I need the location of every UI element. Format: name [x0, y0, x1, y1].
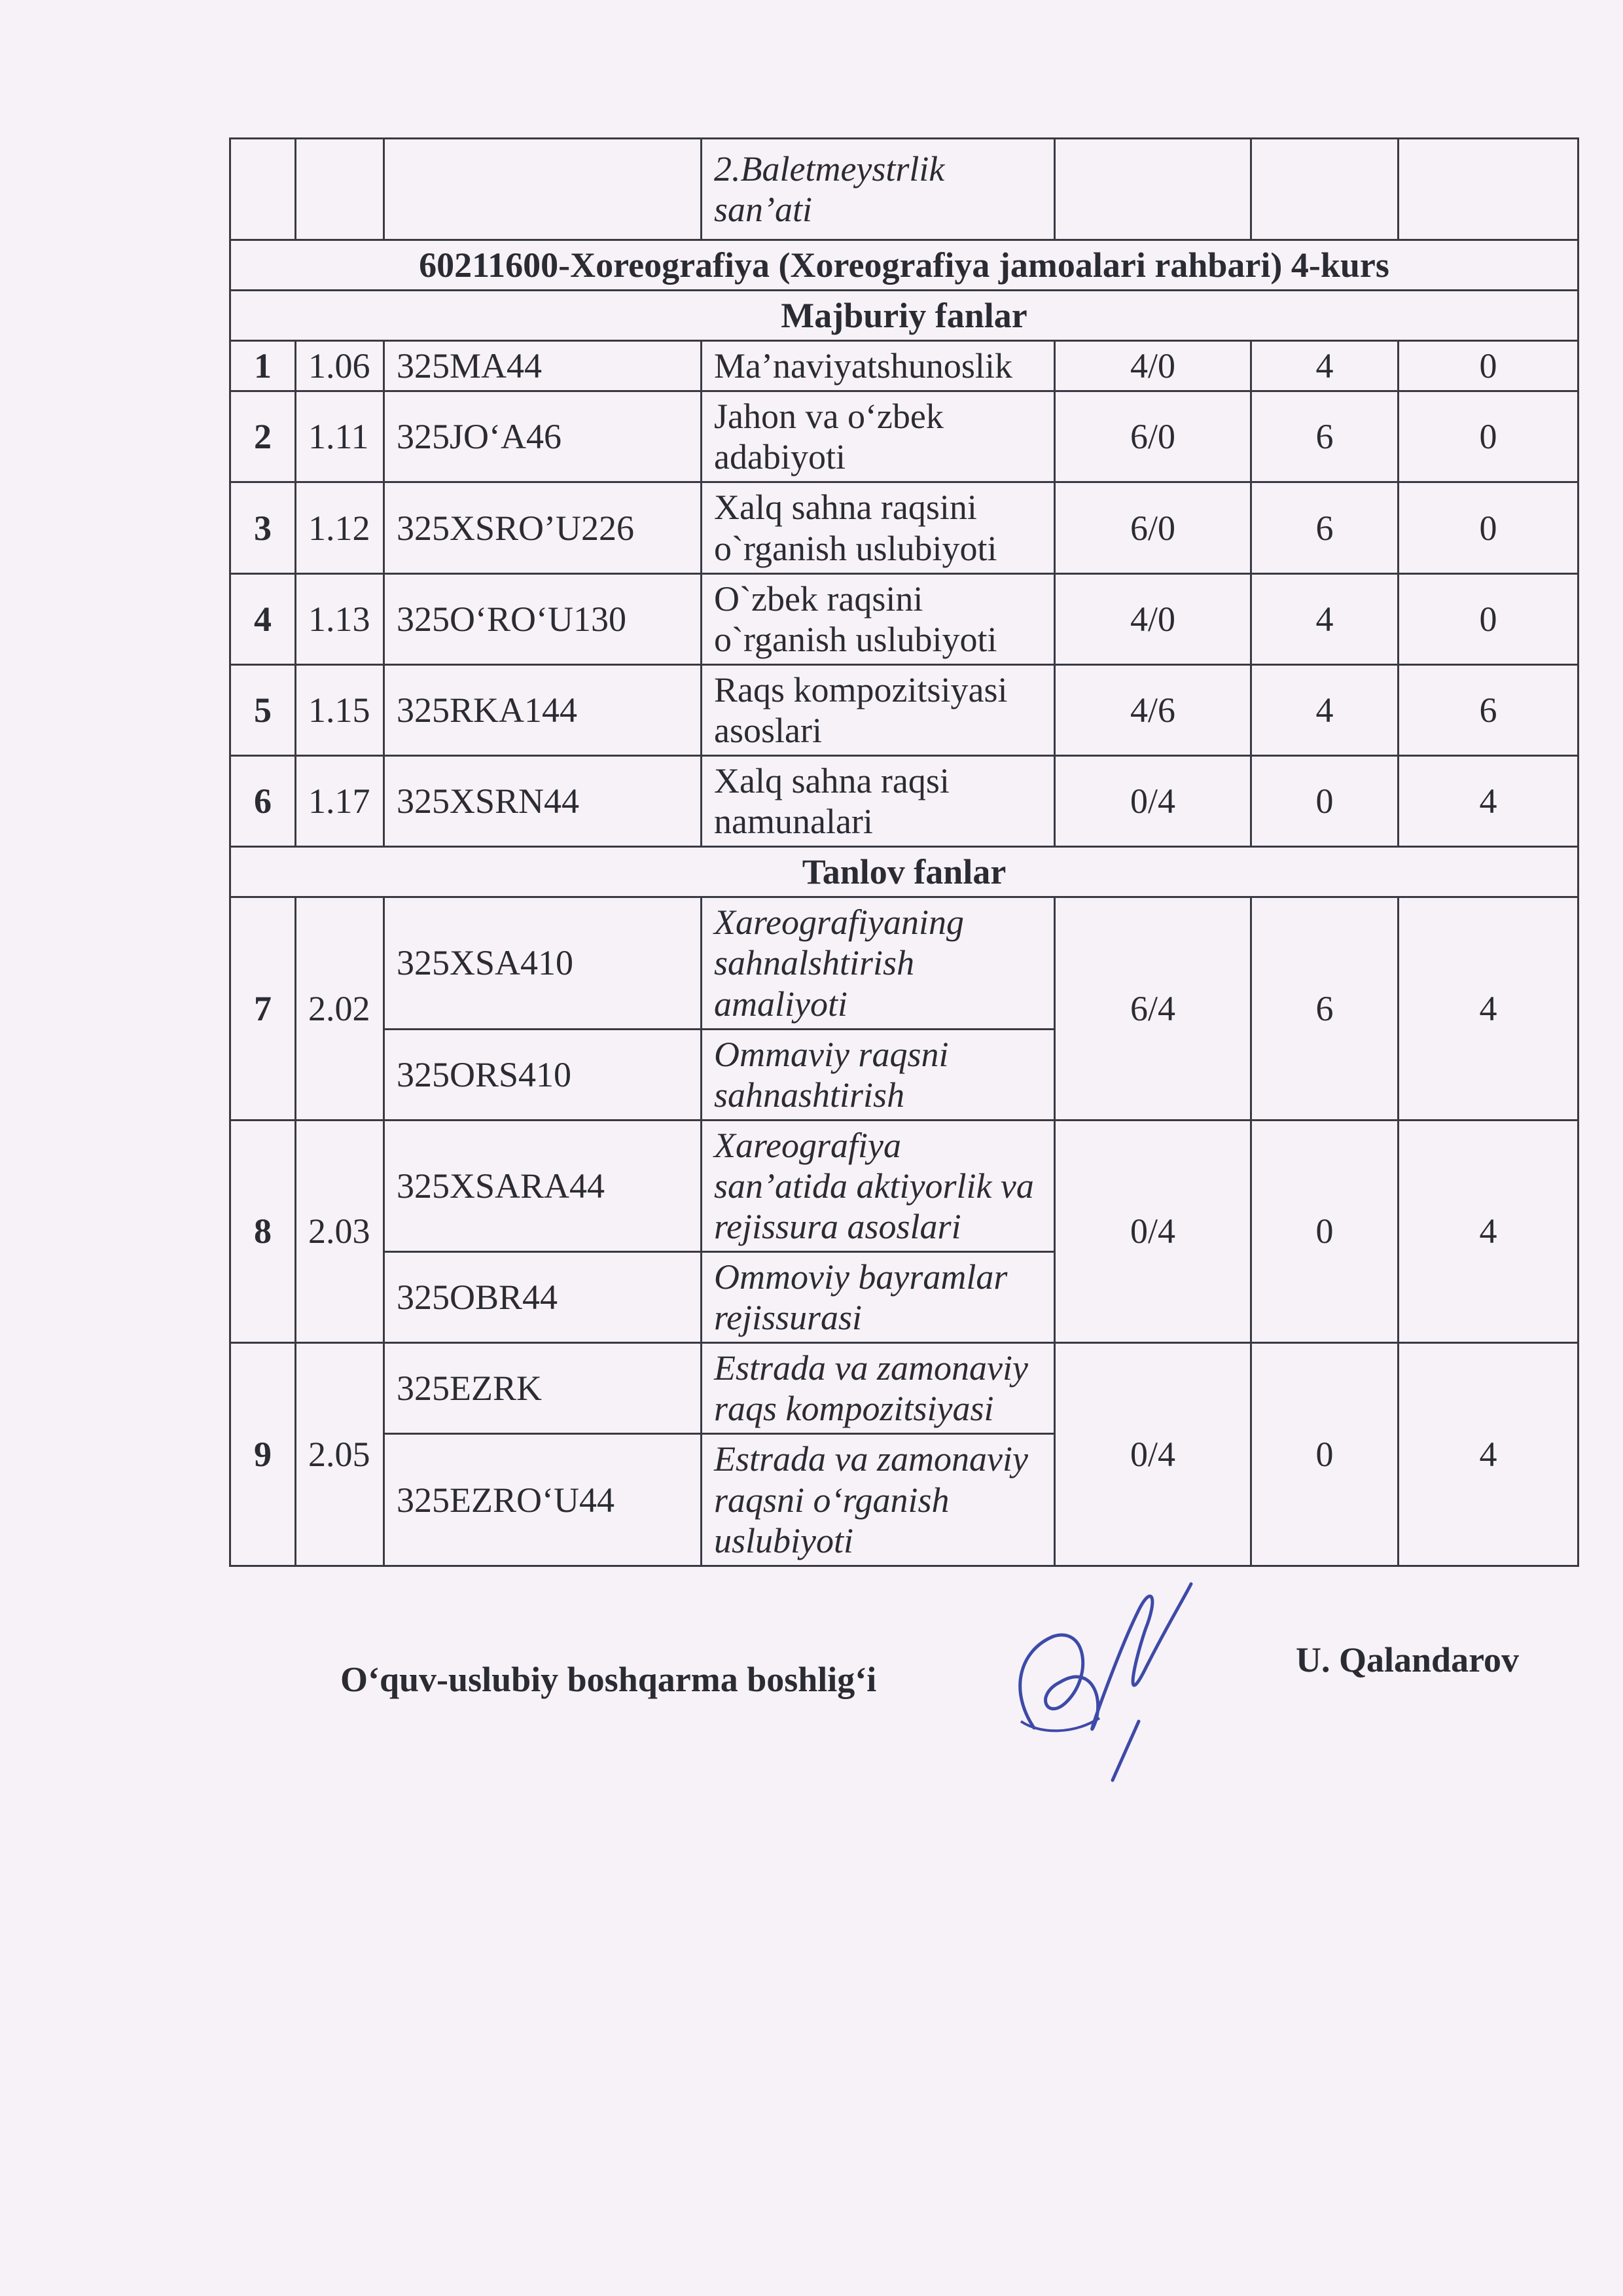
table-row [230, 1343, 1578, 1434]
subject-name: Xalq sahna raqsini o`rganish uslubiyoti [702, 482, 1055, 573]
table-row [230, 664, 1578, 755]
credit-b: 4 [1399, 756, 1578, 847]
program-title-row [230, 240, 1578, 291]
hours-ratio: 6/0 [1055, 482, 1251, 573]
subject-code: 325MA44 [384, 341, 702, 391]
subject-code: 325XSA410 [384, 897, 702, 1029]
credit-b: 0 [1399, 482, 1578, 573]
subject-code: 325XSRO’U226 [384, 482, 702, 573]
credit-b: 4 [1399, 1343, 1578, 1566]
subject-name: Xalq sahna raqsi namunalari [702, 756, 1055, 847]
credit-b: 4 [1399, 1120, 1578, 1342]
credit-b: 6 [1399, 664, 1578, 755]
signature-name: U. Qalandarov [1296, 1640, 1520, 1679]
subject-name: Ommaviy raqsni sahnashtirish [702, 1029, 1055, 1120]
hours-ratio: 0/4 [1055, 756, 1251, 847]
hours-ratio: 0/4 [1055, 1120, 1251, 1342]
credit-a: 6 [1251, 897, 1399, 1120]
subject-name: Ommoviy bayramlar rejissurasi [702, 1252, 1055, 1343]
curriculum-table [229, 137, 1579, 1567]
credit-a: 0 [1251, 1343, 1399, 1566]
subject-code: 325XSRN44 [384, 756, 702, 847]
row-number: 7 [230, 897, 296, 1120]
subject-code: 325EZRK [384, 1343, 702, 1434]
row-number: 9 [230, 1343, 296, 1566]
hours-ratio: 6/0 [1055, 391, 1251, 482]
credit-b: 0 [1399, 341, 1578, 391]
subject-code: 325RKA144 [384, 664, 702, 755]
hours-ratio: 4/0 [1055, 573, 1251, 664]
row-number: 1 [230, 341, 296, 391]
program-title: 60211600-Xoreografiya (Xoreografiya jamoalari rahbari) 4-kurs [230, 240, 1578, 291]
credit-b: 0 [1399, 391, 1578, 482]
row-index: 1.15 [296, 664, 384, 755]
subject-code: 325JO‘A46 [384, 391, 702, 482]
subject-code: 325EZRO‘U44 [384, 1434, 702, 1566]
top-row [230, 139, 1578, 240]
subject-name: Ma’naviyatshunoslik [702, 341, 1055, 391]
row-number: 5 [230, 664, 296, 755]
subject-name: Raqs kompozitsiyasi asoslari [702, 664, 1055, 755]
credit-a: 4 [1251, 573, 1399, 664]
table-row [230, 1120, 1578, 1251]
subject-code: 325O‘RO‘U130 [384, 573, 702, 664]
credit-a: 6 [1251, 482, 1399, 573]
row-index: 1.13 [296, 573, 384, 664]
section-elective-row [230, 847, 1578, 897]
row-index: 2.02 [296, 897, 384, 1120]
credit-b: 4 [1399, 897, 1578, 1120]
section-required-title: Majburiy fanlar [230, 291, 1578, 341]
table-row [230, 756, 1578, 847]
subject-name: Xareografiyaning sahnalshtirish amaliyoti [702, 897, 1055, 1029]
table-row [230, 897, 1578, 1029]
table-row [230, 341, 1578, 391]
subject-code: 325ORS410 [384, 1029, 702, 1120]
row-number: 4 [230, 573, 296, 664]
hours-ratio: 0/4 [1055, 1343, 1251, 1566]
table-row [230, 573, 1578, 664]
subject-name: Estrada va zamonaviy raqs kompozitsiyasi [702, 1343, 1055, 1434]
top-row-name: 2.Baletmeystrlik san’ati [702, 139, 1055, 240]
row-index: 1.11 [296, 391, 384, 482]
credit-a: 0 [1251, 1120, 1399, 1342]
handwritten-signature [995, 1571, 1230, 1787]
table-row [230, 482, 1578, 573]
row-index: 2.03 [296, 1120, 384, 1342]
row-number: 3 [230, 482, 296, 573]
subject-name: Xareografiya san’atida aktiyorlik va rejissura asoslari [702, 1120, 1055, 1251]
hours-ratio: 4/0 [1055, 341, 1251, 391]
section-elective-title: Tanlov fanlar [230, 847, 1578, 897]
subject-name: Jahon va o‘zbek adabiyoti [702, 391, 1055, 482]
row-number: 6 [230, 756, 296, 847]
credit-b: 0 [1399, 573, 1578, 664]
credit-a: 4 [1251, 664, 1399, 755]
subject-name: Estrada va zamonaviy raqsni o‘rganish uslubiyoti [702, 1434, 1055, 1566]
subject-code: 325XSARA44 [384, 1120, 702, 1251]
credit-a: 4 [1251, 341, 1399, 391]
hours-ratio: 4/6 [1055, 664, 1251, 755]
subject-name: O`zbek raqsini o`rganish uslubiyoti [702, 573, 1055, 664]
row-index: 1.12 [296, 482, 384, 573]
section-required-row [230, 291, 1578, 341]
credit-a: 0 [1251, 756, 1399, 847]
hours-ratio: 6/4 [1055, 897, 1251, 1120]
row-index: 1.17 [296, 756, 384, 847]
row-index: 2.05 [296, 1343, 384, 1566]
row-number: 2 [230, 391, 296, 482]
signature-title: O‘quv-uslubiy boshqarma boshlig‘i [340, 1660, 877, 1699]
row-number: 8 [230, 1120, 296, 1342]
credit-a: 6 [1251, 391, 1399, 482]
table-row [230, 391, 1578, 482]
subject-code: 325OBR44 [384, 1252, 702, 1343]
row-index: 1.06 [296, 341, 384, 391]
